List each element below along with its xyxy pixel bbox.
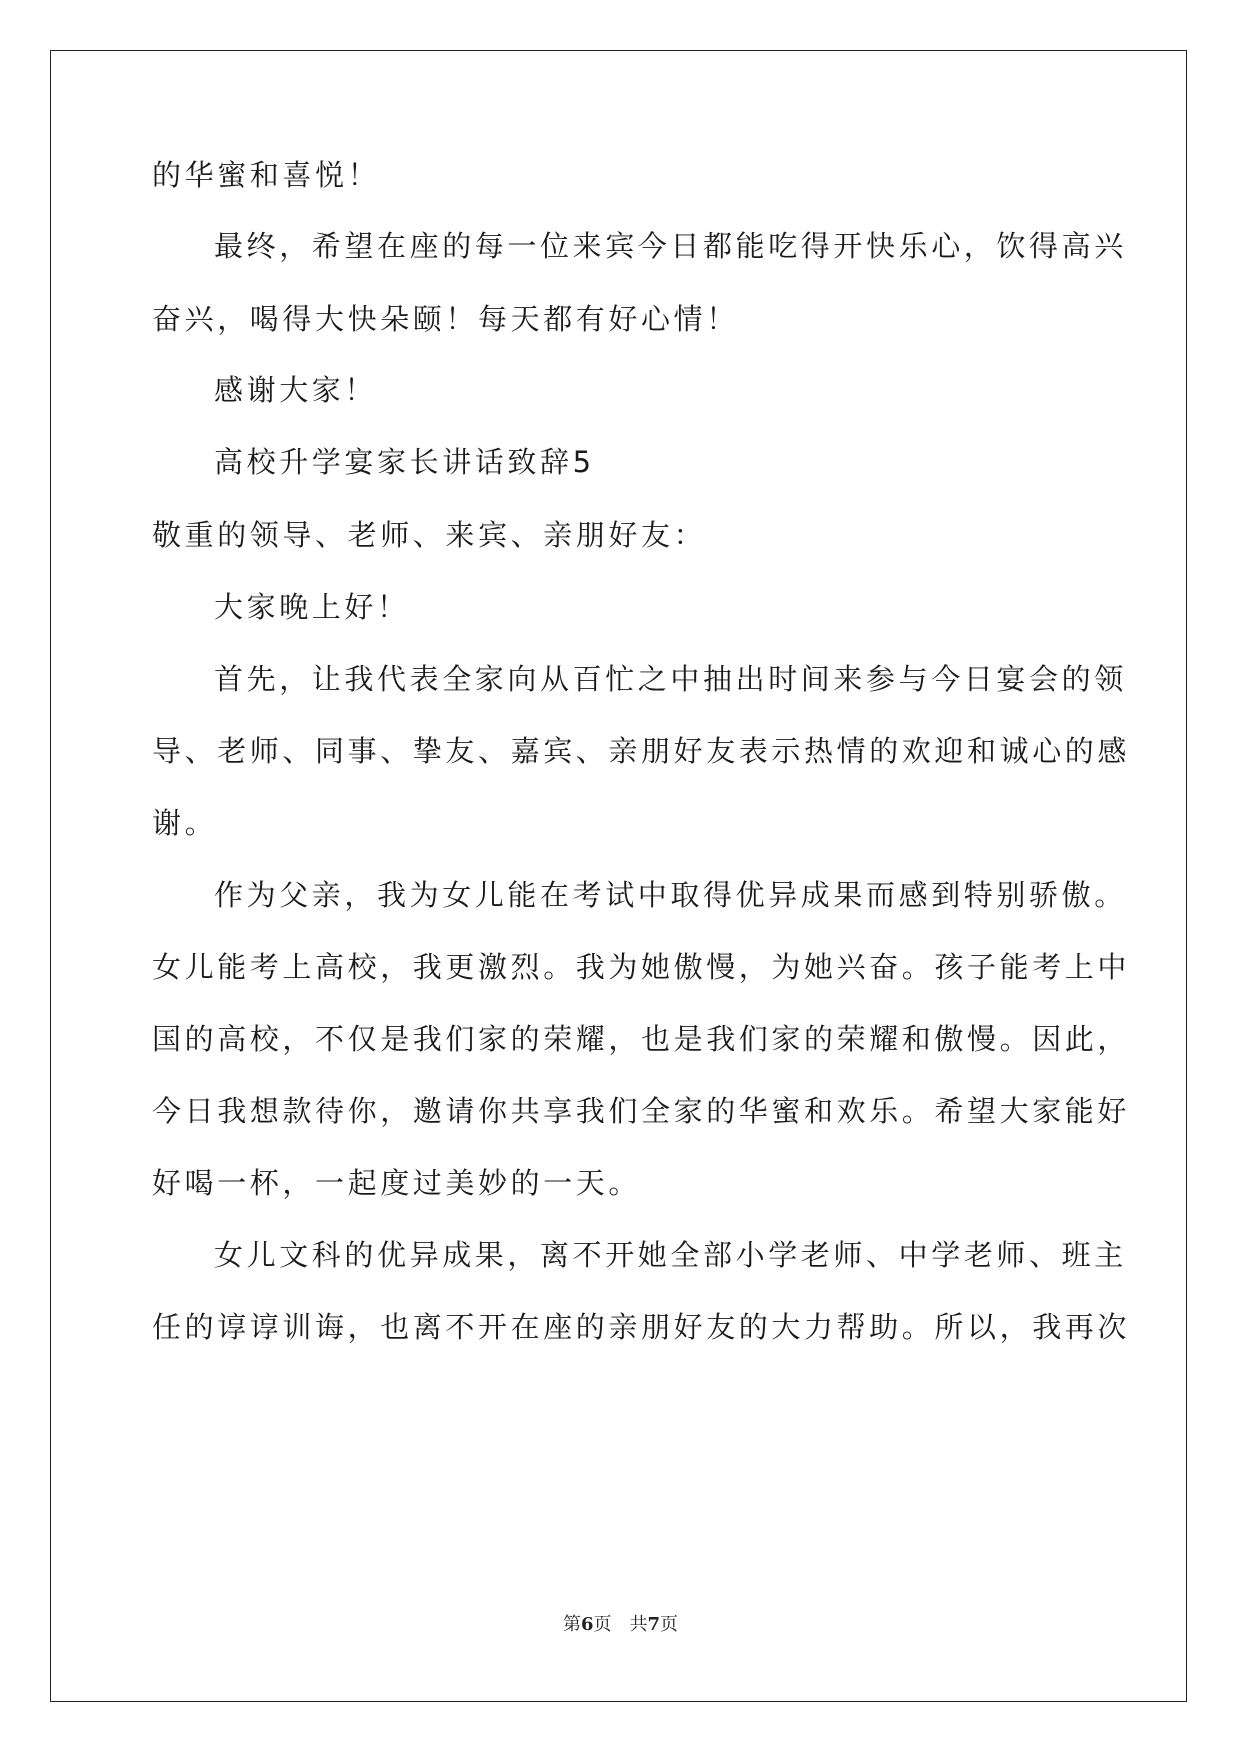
text-line: 导、老师、同事、挚友、嘉宾、亲朋好友表示热情的欢迎和诚心的感 [152, 734, 1131, 768]
text-line: 的华蜜和喜悦！ [152, 158, 381, 192]
text-line: 好喝一杯，一起度过美妙的一天。 [152, 1166, 642, 1200]
text-line: 大家晚上好！ [214, 590, 410, 624]
page-number-total: 7 [647, 1614, 661, 1635]
section-heading: 高校升学宴家长讲话致辞5 [214, 445, 595, 479]
page-number-current: 6 [580, 1614, 594, 1635]
text-line: 作为父亲，我为女儿能在考试中取得优异成果而感到特别骄傲。 [214, 878, 1127, 912]
text-line: 敬重的领导、老师、来宾、亲朋好友： [152, 518, 707, 552]
page-total-prefix: 共 [629, 1614, 648, 1635]
text-line: 国的高校，不仅是我们家的荣耀，也是我们家的荣耀和傲慢。因此， [152, 1022, 1131, 1056]
page-number-unit: 页 [593, 1614, 612, 1635]
text-line: 奋兴，喝得大快朵颐！每天都有好心情！ [152, 302, 739, 336]
page-total-unit: 页 [660, 1614, 679, 1635]
text-line: 最终，希望在座的每一位来宾今日都能吃得开快乐心，饮得高兴 [214, 229, 1127, 263]
text-line: 女儿能考上高校，我更激烈。我为她傲慢，为她兴奋。孩子能考上中 [152, 950, 1131, 984]
text-line: 今日我想款待你，邀请你共享我们全家的华蜜和欢乐。希望大家能好 [152, 1094, 1131, 1128]
text-line: 女儿文科的优异成果，离不开她全部小学老师、中学老师、班主 [214, 1238, 1127, 1272]
text-line: 任的谆谆训诲，也离不开在座的亲朋好友的大力帮助。所以，我再次 [152, 1310, 1131, 1344]
text-line: 谢。 [152, 806, 218, 840]
page-number-prefix: 第 [562, 1614, 581, 1635]
page-footer [0, 1610, 1241, 1636]
text-line: 首先，让我代表全家向从百忙之中抽出时间来参与今日宴会的领 [214, 662, 1127, 696]
text-line: 感谢大家！ [214, 373, 378, 407]
